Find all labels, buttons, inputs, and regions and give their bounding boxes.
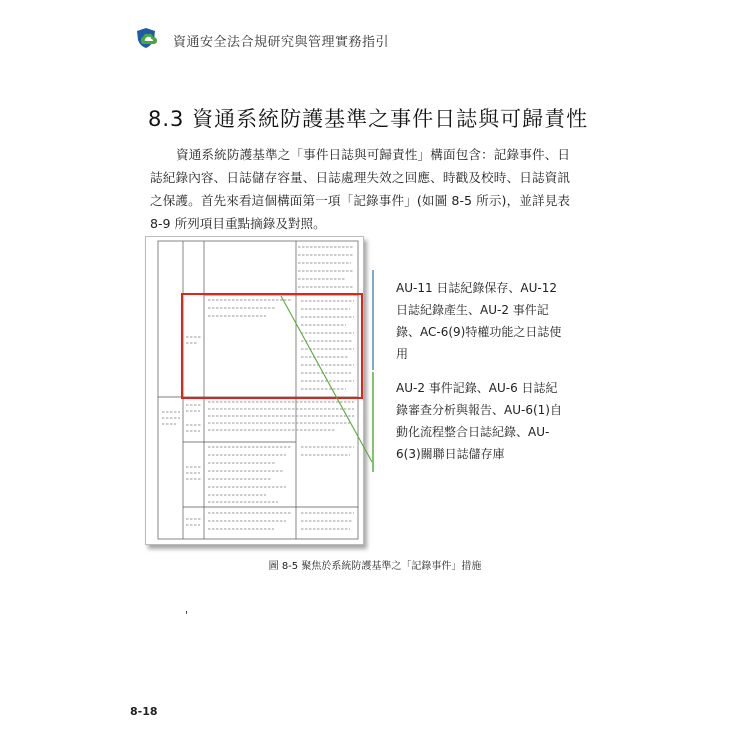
callout-green-text: AU-2 事件記錄、AU-6 日誌紀錄審查分析與報告、AU-6(1)自動化流程整合日誌紀錄、AU-6(3)關聯日誌儲存庫 <box>396 381 562 461</box>
page-number: 8-18 <box>130 705 158 718</box>
callout-green <box>372 372 562 472</box>
running-header-title: 資通安全法合規研究與管理實務指引 <box>173 35 390 50</box>
highlight-box <box>181 293 363 399</box>
page-header <box>0 0 750 60</box>
callout-blue <box>372 270 562 370</box>
callout-blue-text: AU-11 日誌紀錄保存、AU-12 日誌紀錄產生、AU-2 事件記錄、AC-6(9)特權功能之日誌使用 <box>396 281 562 361</box>
section-title: 8.3 資通系統防護基準之事件日誌與可歸責性 <box>148 107 589 131</box>
body-paragraph: 資通系統防護基準之「事件日誌與可歸責性」構面包含：記錄事件、日誌紀錄內容、日誌儲存容量、日誌處理失效之回應、時戳及校時、日誌資訊之保護。首先來看這個構面第一項「記錄事件」(如圖 8-5 所示)，並詳見表 8-9 所列項目重點摘錄及對照。 <box>150 147 570 231</box>
stray-mark: ' <box>185 609 189 622</box>
figure-caption: 圖 8-5 聚焦於系統防護基準之「記錄事件」措施 <box>268 561 482 572</box>
body-paragraph-block <box>150 143 570 235</box>
shield-cloud-logo-icon <box>134 27 160 49</box>
